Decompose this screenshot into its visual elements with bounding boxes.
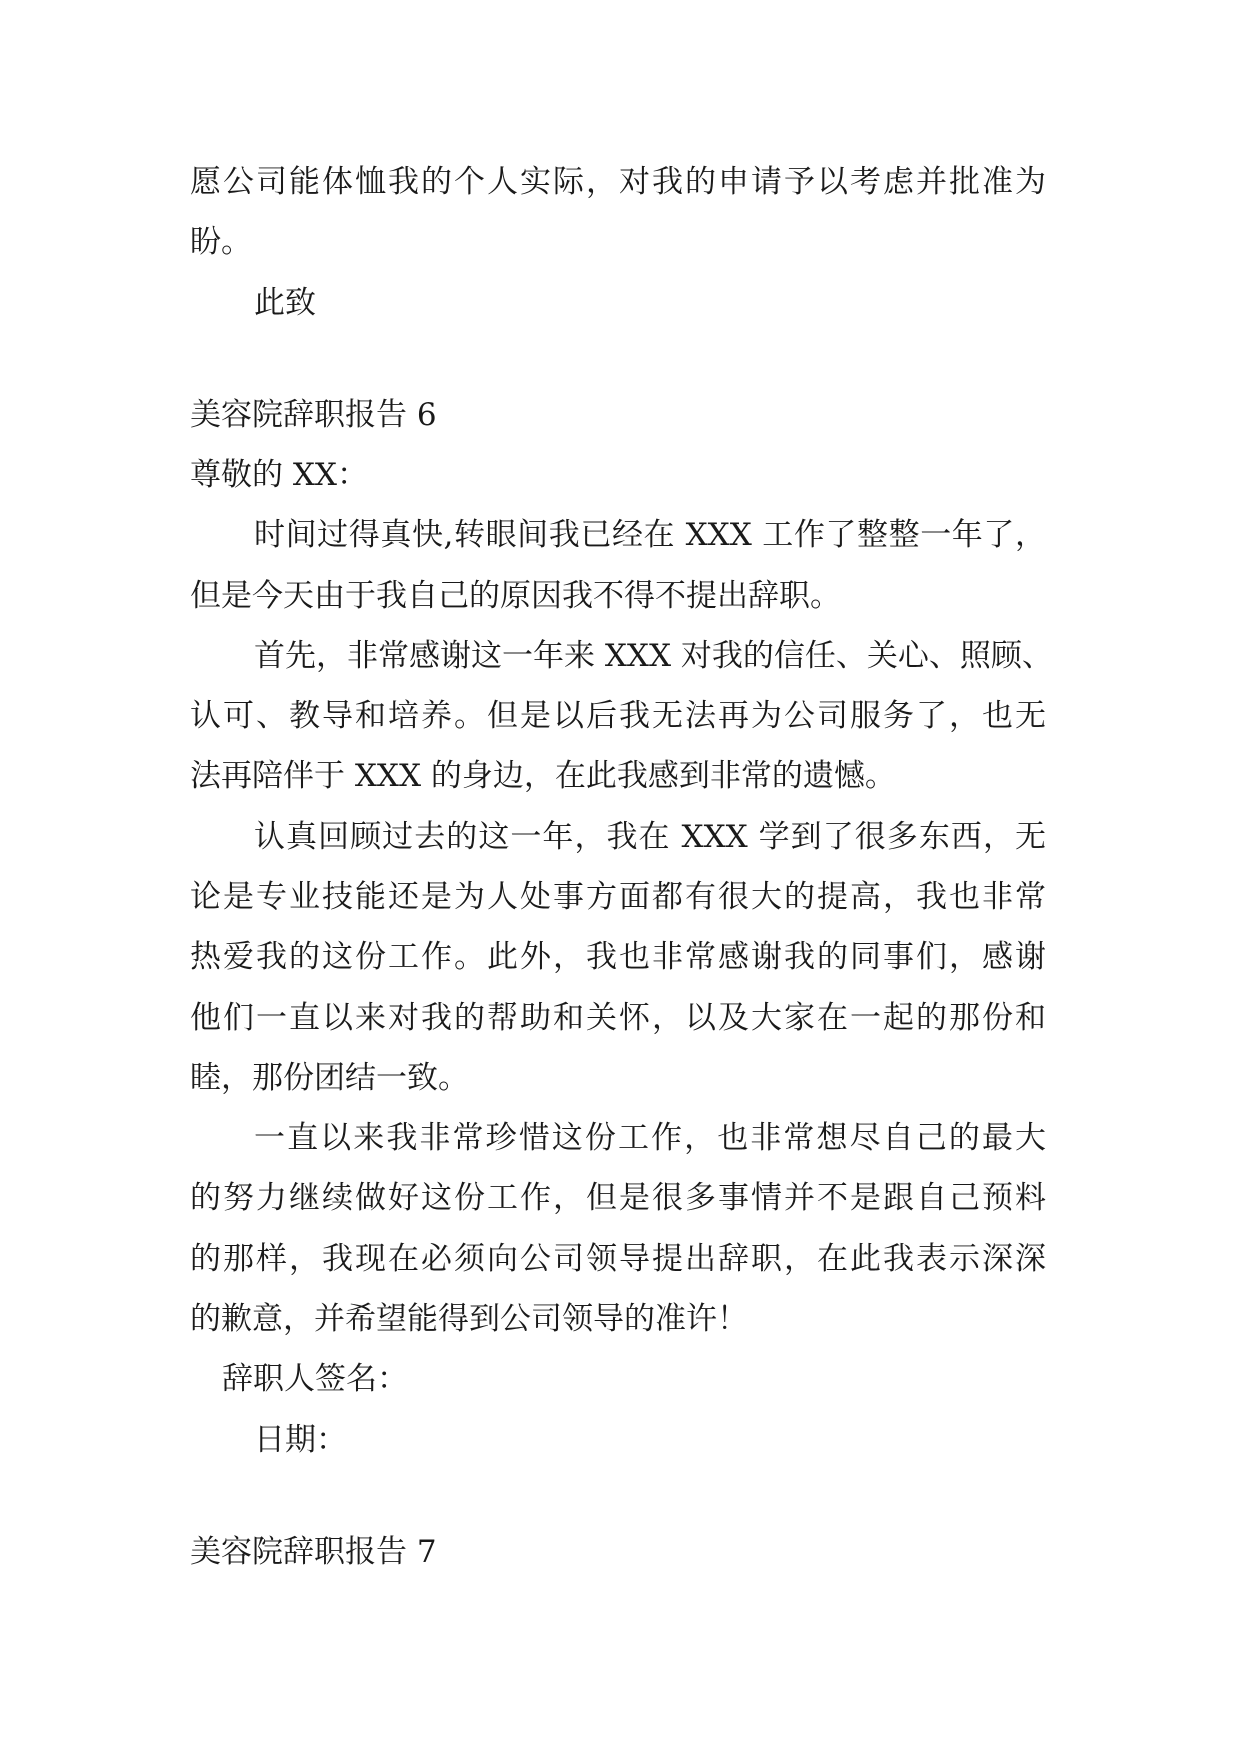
section-title-7: 美容院辞职报告 7 bbox=[190, 1534, 437, 1570]
letter-greeting: 尊敬的 XX： bbox=[190, 457, 368, 493]
section-title-6: 美容院辞职报告 6 bbox=[190, 397, 437, 433]
paragraph-3-line-2: 论是专业技能还是为人处事方面都有很大的提高，我也非常 bbox=[190, 879, 1046, 915]
paragraph-4-line-3: 的那样，我现在必须向公司领导提出辞职，在此我表示深深 bbox=[190, 1241, 1046, 1277]
paragraph-2-line-2: 认可、教导和培养。但是以后我无法再为公司服务了，也无 bbox=[190, 698, 1046, 734]
paragraph-2-line-3: 法再陪伴于 XXX 的身边，在此我感到非常的遗憾。 bbox=[190, 758, 896, 794]
signature-label: 辞职人签名： bbox=[222, 1361, 408, 1397]
salutation-closing: 此致 bbox=[254, 285, 316, 321]
paragraph-4-line-2: 的努力继续做好这份工作，但是很多事情并不是跟自己预料 bbox=[190, 1180, 1046, 1216]
paragraph-3-line-4: 他们一直以来对我的帮助和关怀，以及大家在一起的那份和 bbox=[190, 1000, 1046, 1036]
closing-paragraph-line-2: 盼。 bbox=[190, 224, 252, 260]
closing-paragraph-line-1: 愿公司能体恤我的个人实际，对我的申请予以考虑并批准为 bbox=[190, 164, 1046, 200]
paragraph-2-line-1: 首先，非常感谢这一年来 XXX 对我的信任、关心、照顾、 bbox=[254, 638, 1053, 674]
paragraph-1-line-1: 时间过得真快,转眼间我已经在 XXX 工作了整整一年了， bbox=[254, 517, 1046, 553]
paragraph-3-line-3: 热爱我的这份工作。此外，我也非常感谢我的同事们，感谢 bbox=[190, 939, 1046, 975]
paragraph-3-line-1: 认真回顾过去的这一年，我在 XXX 学到了很多东西，无 bbox=[254, 819, 1046, 855]
paragraph-3-line-5: 睦，那份团结一致。 bbox=[190, 1060, 469, 1096]
paragraph-1-line-2: 但是今天由于我自己的原因我不得不提出辞职。 bbox=[190, 578, 841, 614]
date-label: 日期： bbox=[254, 1422, 347, 1458]
paragraph-4-line-1: 一直以来我非常珍惜这份工作，也非常想尽自己的最大 bbox=[254, 1120, 1046, 1156]
paragraph-4-line-4: 的歉意，并希望能得到公司领导的准许！ bbox=[190, 1301, 748, 1337]
